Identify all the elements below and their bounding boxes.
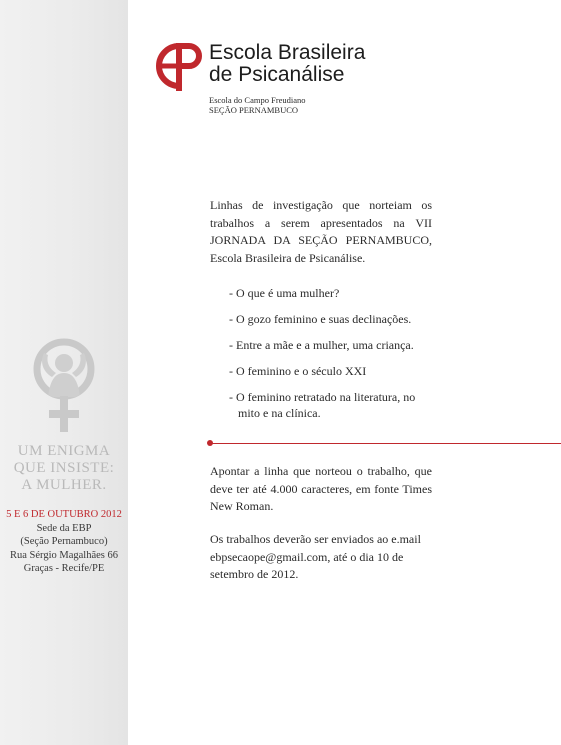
brand-name — [209, 42, 365, 86]
brand-name-line2: de Psicanálise — [209, 63, 345, 86]
event-venue-line: Rua Sérgio Magalhães 66 — [10, 549, 118, 561]
list-item-continuation: mito e na clínica. — [238, 406, 321, 420]
research-lines-list — [229, 285, 434, 431]
list-item-text: - O gozo feminino e suas declinações. — [229, 312, 412, 326]
submission-paragraph: Os trabalhos deverão ser enviados ao e.mail ebpsecaope@gmail.com, até o dia 10 de setembro de 2012. — [210, 532, 421, 582]
event-venue-line: Sede da EBP — [36, 522, 92, 534]
event-venue-line: (Seção Pernambuco) — [20, 536, 108, 547]
event-venue-line: Graças - Recife/PE — [23, 563, 105, 574]
list-item — [229, 389, 434, 421]
list-item-text: - O feminino retratado na literatura, no — [229, 390, 416, 404]
event-title — [0, 443, 128, 494]
list-item-text: - O que é uma mulher? — [229, 286, 340, 300]
event-details — [0, 508, 128, 576]
ebp-logo-icon — [149, 40, 205, 92]
divider — [210, 443, 561, 444]
event-date: 5 E 6 DE OUTUBRO 2012 — [6, 509, 122, 520]
school-subtitle-line1: Escola do Campo Freudiano — [209, 95, 306, 105]
list-item-text: - Entre a mãe e a mulher, uma criança. — [229, 338, 414, 352]
list-item — [229, 337, 434, 353]
event-title-line: A MULHER. — [21, 477, 107, 493]
venus-symbol-icon — [28, 335, 100, 435]
list-item — [229, 311, 434, 327]
brand-name-line1: Escola Brasileira — [209, 41, 366, 64]
school-subtitle — [209, 95, 306, 115]
list-item-text: - O feminino e o século XXI — [229, 364, 367, 378]
intro-paragraph: Linhas de investigação que norteiam os trabalhos a serem apresentados na VII JORNADA DA SEÇÃO PERNAMBUCO, Escola Brasileira de Psicanálise. — [210, 198, 432, 265]
list-item — [229, 363, 434, 379]
instructions-paragraph: Apontar a linha que norteou o trabalho, que deve ter até 4.000 caracteres, em fonte Times New Roman. — [210, 464, 432, 514]
event-title-line: UM ENIGMA — [17, 443, 111, 459]
list-item — [229, 285, 434, 301]
school-subtitle-line2: SEÇÃO PERNAMBUCO — [209, 105, 299, 115]
event-title-line: QUE INSISTE: — [13, 460, 115, 476]
